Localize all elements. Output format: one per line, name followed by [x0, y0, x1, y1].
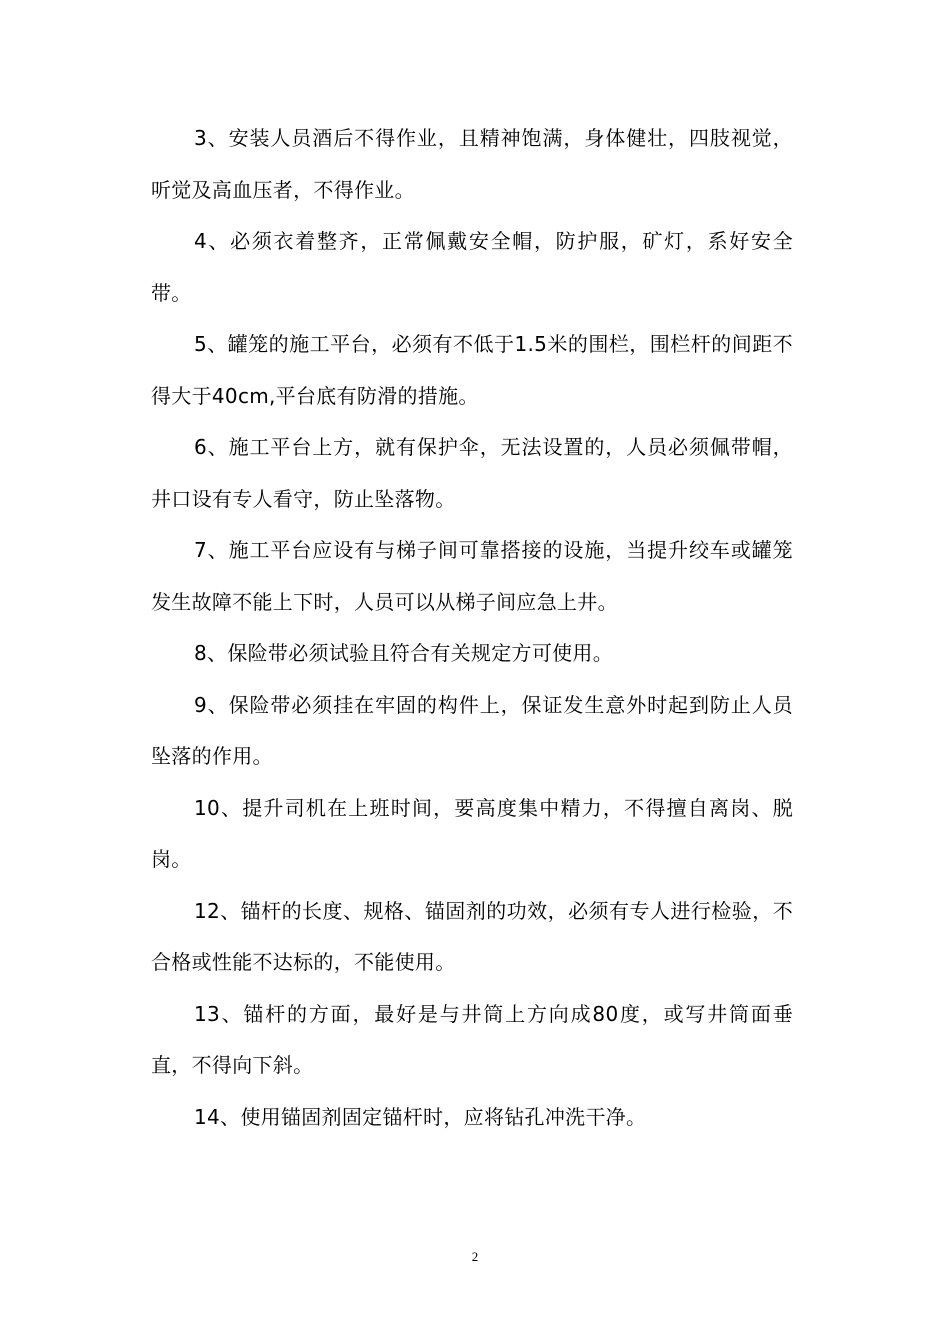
paragraph-item-13: 13、锚杆的方面，最好是与井筒上方向成80度，或写井筒面垂直，不得向下斜。: [151, 1001, 793, 1077]
paragraph-item-9: 9、保险带必须挂在牢固的构件上，保证发生意外时起到防止人员坠落的作用。: [151, 692, 793, 768]
paragraph-item-6: 6、施工平台上方，就有保护伞，无法设置的，人员必须佩带帽，井口设有专人看守，防止坠落物。: [151, 435, 793, 511]
paragraph-item-12: 12、锚杆的长度、规格、锚固剂的功效，必须有专人进行检验，不合格或性能不达标的，不能使用。: [151, 898, 793, 974]
paragraph-item-5: 5、罐笼的施工平台，必须有不低于1.5米的围栏，围栏杆的间距不得大于40cm,平台底有防滑的措施。: [151, 332, 793, 408]
paragraph-item-7: 7、施工平台应设有与梯子间可靠搭接的设施，当提升绞车或罐笼发生故障不能上下时，人员可以从梯子间应急上井。: [151, 538, 793, 614]
paragraph-item-4: 4、必须衣着整齐，正常佩戴安全帽，防护服，矿灯，系好安全带。: [151, 229, 793, 305]
paragraph-item-3: 3、安装人员酒后不得作业，且精神饱满，身体健壮，四肢视觉，听觉及高血压者，不得作业。: [151, 126, 793, 202]
page-number: 2: [471, 1249, 479, 1264]
paragraph-item-10: 10、提升司机在上班时间，要高度集中精力，不得擅自离岗、脱岗。: [151, 795, 793, 871]
paragraph-item-14: 14、使用锚固剂固定锚杆时，应将钻孔冲洗干净。: [194, 1104, 647, 1129]
paragraph-item-8: 8、保险带必须试验且符合有关规定方可使用。: [194, 641, 614, 665]
document-body: [151, 113, 793, 1143]
